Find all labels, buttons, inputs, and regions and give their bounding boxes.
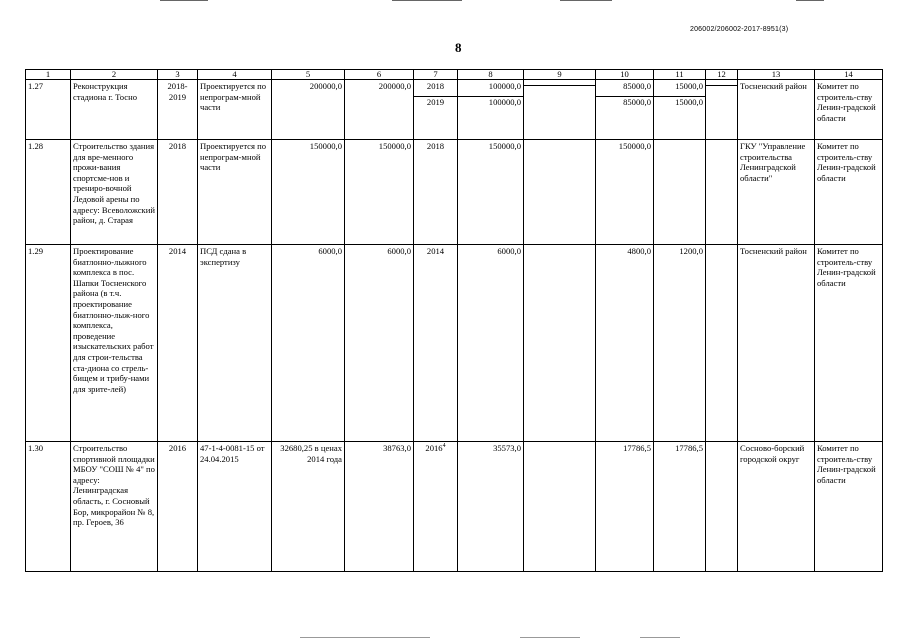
value-text: 6000,0 bbox=[497, 246, 521, 256]
year-cell bbox=[414, 80, 458, 140]
value-text: 1200,0 bbox=[679, 246, 703, 256]
federal-funds-value bbox=[524, 81, 595, 86]
balance-cell: 6000,0 bbox=[345, 245, 414, 442]
scan-artifact bbox=[392, 0, 462, 1]
document-status-cell: 47-1-4-0081-15 от 24.04.2015 bbox=[198, 442, 272, 572]
object-name-cell: Проектирование биатлонно-лыжного комплекса в пос. Шапки Тосненского района (в т.ч. проектирование биатлонно-лыж-ного комплекса, проведение изыскательских работ для строи-тельства ста-диона со стрель-бищем и трибу-нами для зрите-лей) bbox=[71, 245, 158, 442]
customer-cell: Тосненский район bbox=[738, 80, 815, 140]
document-status-cell: Проектируется по непрограм-мной части bbox=[198, 140, 272, 245]
column-number: 1 bbox=[26, 70, 71, 80]
object-name-cell: Реконструкция стадиона г. Тосно bbox=[71, 80, 158, 140]
document-status-cell: ПСД сдана в экспертизу bbox=[198, 245, 272, 442]
year-value bbox=[416, 141, 455, 152]
value-text: 17786,5 bbox=[623, 443, 651, 453]
row-number-cell: 1.30 bbox=[26, 442, 71, 572]
other-funds-cell bbox=[706, 140, 738, 245]
year-cell bbox=[414, 442, 458, 572]
federal-funds-cell bbox=[524, 245, 596, 442]
table-row bbox=[26, 80, 883, 140]
value-text: 85000,0 bbox=[623, 81, 651, 91]
period-cell: 2018-2019 bbox=[158, 80, 198, 140]
balance-cell: 200000,0 bbox=[345, 80, 414, 140]
column-number: 7 bbox=[414, 70, 458, 80]
customer-cell: ГКУ "Управление строительства Ленинградской области" bbox=[738, 140, 815, 245]
column-number-row bbox=[26, 70, 883, 80]
balance-cell: 38763,0 bbox=[345, 442, 414, 572]
column-number: 12 bbox=[706, 70, 738, 80]
total-cost-cell: 200000,0 bbox=[272, 80, 345, 140]
page-number: 8 bbox=[455, 40, 462, 55]
row-number-cell: 1.29 bbox=[26, 245, 71, 442]
customer-cell: Сосново-борский городской округ bbox=[738, 442, 815, 572]
year-total-cell bbox=[458, 80, 524, 140]
regional-funds-value bbox=[598, 246, 651, 257]
other-funds-value bbox=[706, 81, 737, 86]
value-text: 2018 bbox=[426, 81, 445, 91]
customer-cell: Тосненский район bbox=[738, 245, 815, 442]
value-text: 2018 bbox=[426, 141, 445, 151]
column-number: 14 bbox=[815, 70, 883, 80]
regional-funds-value bbox=[598, 97, 651, 108]
other-funds-cell bbox=[706, 442, 738, 572]
regional-funds-value bbox=[596, 81, 653, 97]
object-name-cell: Строительство здания для вре-менного прожи-вания спортсме-нов и трениро-вочной Ледовой арены по адресу: Всеволожский район, д. Старая bbox=[71, 140, 158, 245]
object-name-cell: Строительство спортивной площадки МБОУ "СОШ № 4" по адресу: Ленинградская область, г. Сосновый Бор, микрорайон № 8, пр. Героев, 36 bbox=[71, 442, 158, 572]
period-cell: 2014 bbox=[158, 245, 198, 442]
scan-artifact bbox=[560, 0, 612, 1]
table-row bbox=[26, 140, 883, 245]
total-cost-cell: 6000,0 bbox=[272, 245, 345, 442]
local-funds-value bbox=[656, 97, 703, 108]
year-cell bbox=[414, 245, 458, 442]
agency-cell: Комитет по строитель-ству Ленин-градской области bbox=[815, 245, 883, 442]
table-row bbox=[26, 245, 883, 442]
scan-artifact bbox=[300, 637, 430, 638]
column-number: 3 bbox=[158, 70, 198, 80]
regional-funds-cell bbox=[596, 80, 654, 140]
column-number: 10 bbox=[596, 70, 654, 80]
footnote-marker: 4 bbox=[442, 443, 446, 450]
federal-funds-cell bbox=[524, 140, 596, 245]
other-funds-cell bbox=[706, 245, 738, 442]
regional-funds-cell bbox=[596, 442, 654, 572]
year-value bbox=[416, 97, 455, 108]
year-total-cell bbox=[458, 442, 524, 572]
column-number: 4 bbox=[198, 70, 272, 80]
scan-artifact bbox=[640, 637, 680, 638]
value-text: 15000,0 bbox=[675, 81, 703, 91]
year-value bbox=[414, 81, 457, 97]
column-number: 6 bbox=[345, 70, 414, 80]
year-total-value bbox=[460, 141, 521, 152]
local-funds-value bbox=[656, 246, 703, 257]
year-total-value bbox=[458, 81, 523, 97]
federal-funds-cell bbox=[524, 442, 596, 572]
regional-funds-value bbox=[598, 443, 651, 454]
period-cell: 2016 bbox=[158, 442, 198, 572]
regional-funds-value bbox=[598, 141, 651, 152]
year-value bbox=[416, 246, 455, 257]
local-funds-cell bbox=[654, 245, 706, 442]
row-number-cell: 1.28 bbox=[26, 140, 71, 245]
local-funds-value bbox=[654, 81, 705, 97]
scan-artifact bbox=[796, 0, 824, 1]
agency-cell: Комитет по строитель-ству Ленин-градской области bbox=[815, 80, 883, 140]
scan-artifact bbox=[160, 0, 208, 1]
period-cell: 2018 bbox=[158, 140, 198, 245]
year-total-value bbox=[460, 443, 521, 454]
agency-cell: Комитет по строитель-ству Ленин-градской области bbox=[815, 442, 883, 572]
other-funds-cell bbox=[706, 80, 738, 140]
scan-artifact bbox=[520, 637, 580, 638]
column-number: 9 bbox=[524, 70, 596, 80]
agency-cell: Комитет по строитель-ству Ленин-градской области bbox=[815, 140, 883, 245]
document-reference: 206002/206002-2017-8951(3) bbox=[690, 26, 789, 33]
value-text: 4800,0 bbox=[627, 246, 651, 256]
value-text: 150000,0 bbox=[488, 141, 521, 151]
regional-funds-cell bbox=[596, 140, 654, 245]
year-total-cell bbox=[458, 245, 524, 442]
value-text: 2019 bbox=[426, 96, 445, 107]
budget-table bbox=[25, 69, 883, 572]
column-number: 5 bbox=[272, 70, 345, 80]
total-cost-cell: 32680,25 в ценах 2014 года bbox=[272, 442, 345, 572]
year-value bbox=[416, 443, 455, 454]
column-number: 2 bbox=[71, 70, 158, 80]
value-text: 15000,0 bbox=[675, 96, 703, 107]
column-number: 8 bbox=[458, 70, 524, 80]
federal-funds-cell bbox=[524, 80, 596, 140]
document-status-cell: Проектируется по непрограм-мной части bbox=[198, 80, 272, 140]
value-text: 150000,0 bbox=[618, 141, 651, 151]
value-text: 35573,0 bbox=[493, 443, 521, 453]
year-total-value bbox=[460, 97, 521, 108]
balance-cell: 150000,0 bbox=[345, 140, 414, 245]
value-text: 100000,0 bbox=[488, 96, 521, 107]
value-text: 100000,0 bbox=[488, 81, 521, 91]
year-total-cell bbox=[458, 140, 524, 245]
local-funds-cell bbox=[654, 442, 706, 572]
value-text: 85000,0 bbox=[623, 96, 651, 107]
value-text: 2016 bbox=[425, 443, 443, 453]
value-text: 17786,5 bbox=[675, 443, 703, 453]
year-cell bbox=[414, 140, 458, 245]
row-number-cell: 1.27 bbox=[26, 80, 71, 140]
local-funds-cell bbox=[654, 140, 706, 245]
local-funds-cell bbox=[654, 80, 706, 140]
year-total-value bbox=[460, 246, 521, 257]
column-number: 11 bbox=[654, 70, 706, 80]
regional-funds-cell bbox=[596, 245, 654, 442]
local-funds-value bbox=[656, 443, 703, 454]
table-row bbox=[26, 442, 883, 572]
column-number: 13 bbox=[738, 70, 815, 80]
total-cost-cell: 150000,0 bbox=[272, 140, 345, 245]
value-text: 2014 bbox=[426, 246, 445, 256]
